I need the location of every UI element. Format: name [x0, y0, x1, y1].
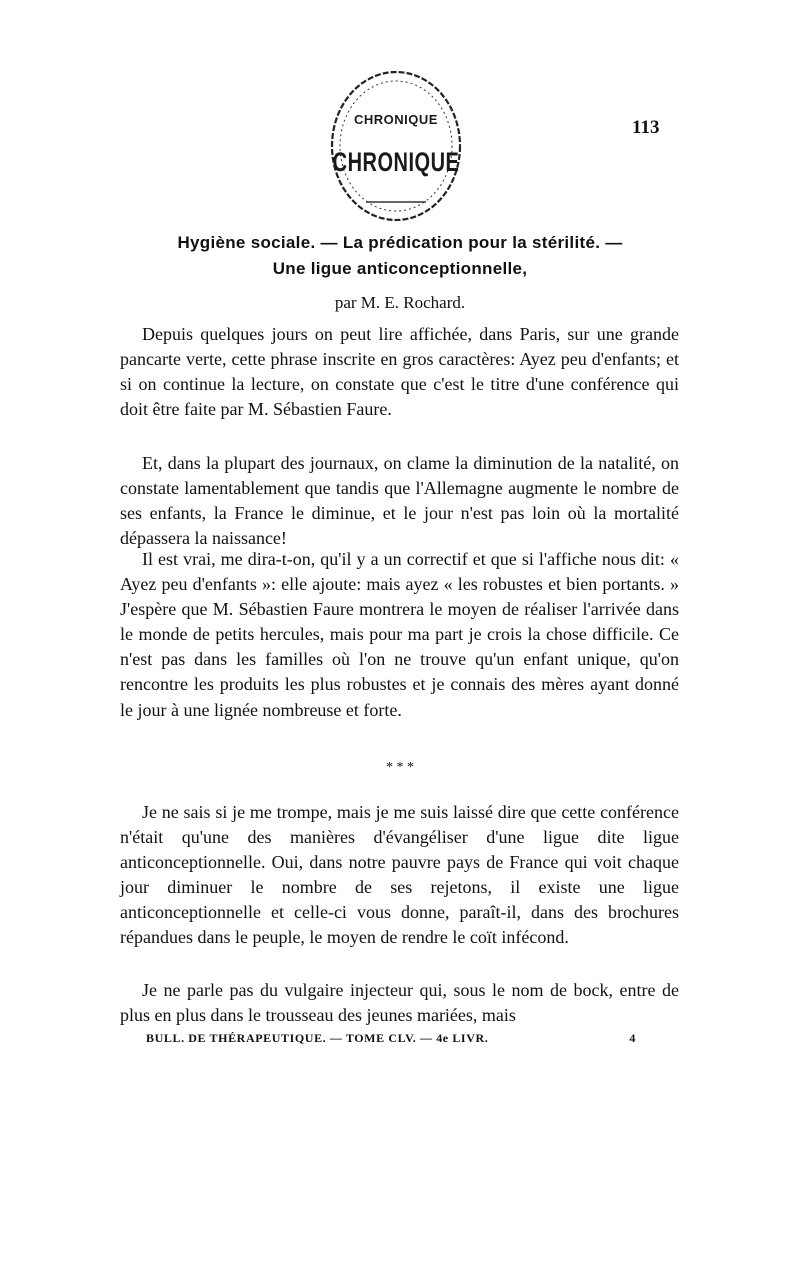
paragraph-5 [120, 978, 679, 1028]
paragraph-4 [120, 800, 679, 951]
paragraph-5-text: Je ne parle pas du vulgaire injecteur qui, sous le nom de bock, entre de plus en plus dans le trousseau des jeunes mariées, mais [120, 980, 679, 1026]
article-title-line-2: Une ligue anticonceptionnelle, [272, 259, 528, 278]
library-stamp [326, 64, 466, 226]
footer-journal: BULL. DE THÉRAPEUTIQUE. — TOME CLV. — 4e LIVR. [146, 1031, 489, 1045]
paragraph-3 [120, 547, 679, 723]
paragraph-4-text: Je ne sais si je me trompe, mais je me suis laissé dire que cette conférence n'était qu'une des manières d'évangéliser d'une ligue dite ligue anticonceptionnelle. Oui, dans notre pauvre pays de France qui voit chaque jour diminuer le nombre de ses rejetons, il existe une ligue anticonceptionnelle et celle-ci vous donne, paraît-il, dans des brochures répandues dans le peuple, le moyen de rendre le coït infécond. [120, 802, 679, 948]
article-author: par M. E. Rochard. [334, 293, 466, 312]
page-number: 113 [632, 117, 660, 138]
paragraph-2-text: Et, dans la plupart des journaux, on clame la diminution de la natalité, on constate lamentablement que tandis que l'Allemagne augmente le nombre de ses enfants, la France le diminue, et le jour n'est pas loin où la mortalité dépassera la naissance! [120, 453, 679, 549]
page-footer [146, 1031, 636, 1046]
section-separator: * * * [386, 760, 414, 775]
footer-signature: 4 [629, 1031, 636, 1045]
stamp-label-main: CHRONIQUE [332, 147, 460, 178]
stamp-oval-icon [326, 64, 466, 226]
stamp-label-top: CHRONIQUE [354, 112, 438, 127]
article-title-line-1: Hygiène sociale. — La prédication pour la stérilité. — [177, 233, 623, 252]
paragraph-1 [120, 322, 679, 422]
paragraph-2 [120, 451, 679, 551]
paragraph-3-text: Il est vrai, me dira-t-on, qu'il y a un correctif et que si l'affiche nous dit: « Ayez peu d'enfants »: elle ajoute: mais ayez « les robustes et bien portants. » J'espère que M. Sébastien Faure montrera le moyen de réaliser l'arrivée dans le monde de petits hercules, mais pour ma part je crois la chose difficile. Ce n'est pas dans les familles où l'on ne trouve qu'un enfant unique, qu'on rencontre les produits les plus robustes et je connais des mères ayant donné le jour à une lignée nombreuse et forte. [120, 549, 679, 720]
paragraph-1-text: Depuis quelques jours on peut lire affichée, dans Paris, sur une grande pancarte verte, cette phrase inscrite en gros caractères: Ayez peu d'enfants; et si on continue la lecture, on constate que c'est le titre d'une conférence qui doit être faite par M. Sébastien Faure. [120, 324, 679, 420]
